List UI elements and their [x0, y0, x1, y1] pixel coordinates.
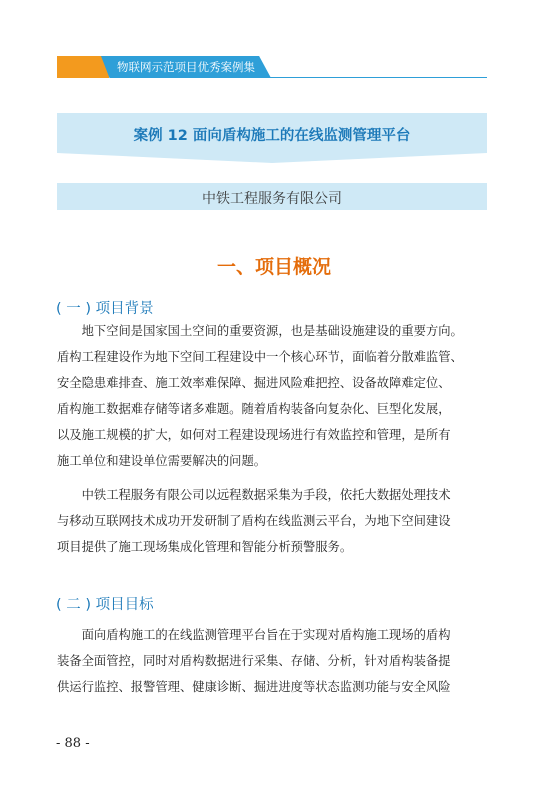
paragraph-line: 盾构工程建设作为地下空间工程建设中一个核心环节，面临着分散难监管、: [57, 350, 463, 364]
running-header: [57, 56, 487, 78]
paragraph-line: 以及施工规模的扩大，如何对工程建设现场进行有效监控和管理，是所有: [57, 428, 451, 442]
paragraph-background: [57, 318, 491, 474]
paragraph-line: 供运行监控、报警管理、健康诊断、掘进进度等状态监测功能与安全风险: [57, 680, 451, 694]
paragraph-company-solution: [57, 482, 491, 560]
paragraph-line: 装备全面管控，同时对盾构数据进行采集、存储、分析，针对盾构装备提: [57, 654, 451, 668]
subsection-title-goals: ( 二 ) 项目目标: [56, 597, 154, 613]
page-number: - 88 -: [56, 736, 90, 751]
case-title-arrow: [57, 153, 487, 163]
header-orange-block: [57, 56, 109, 78]
section-title: 一、项目概况: [216, 256, 331, 278]
paragraph-line: 安全隐患难排查、施工效率难保障、掘进风险难把控、设备故障难定位、: [57, 376, 451, 390]
paragraph-line: 面向盾构施工的在线监测管理平台旨在于实现对盾构施工现场的盾构: [81, 628, 451, 642]
paragraph-goals: [57, 622, 491, 700]
case-title: 案例 12 面向盾构施工的在线监测管理平台: [133, 128, 411, 144]
paragraph-line: 与移动互联网技术成功开发研制了盾构在线监测云平台，为地下空间建设: [57, 514, 451, 528]
paragraph-line: 中铁工程服务有限公司以远程数据采集为手段，依托大数据处理技术: [81, 488, 451, 502]
series-title: 物联网示范项目优秀案例集: [117, 60, 255, 74]
subsection-title-background: ( 一 ) 项目背景: [56, 301, 154, 317]
paragraph-line: 项目提供了施工现场集成化管理和智能分析预警服务。: [57, 540, 353, 554]
paragraph-line: 地下空间是国家国土空间的重要资源，也是基础设施建设的重要方向。: [81, 324, 463, 338]
company-name: 中铁工程服务有限公司: [202, 191, 342, 207]
paragraph-line: 施工单位和建设单位需要解决的问题。: [57, 454, 267, 468]
header-rule: [257, 77, 487, 78]
paragraph-line: 盾构施工数据难存储等诸多难题。随着盾构装备向复杂化、巨型化发展，: [57, 402, 451, 416]
